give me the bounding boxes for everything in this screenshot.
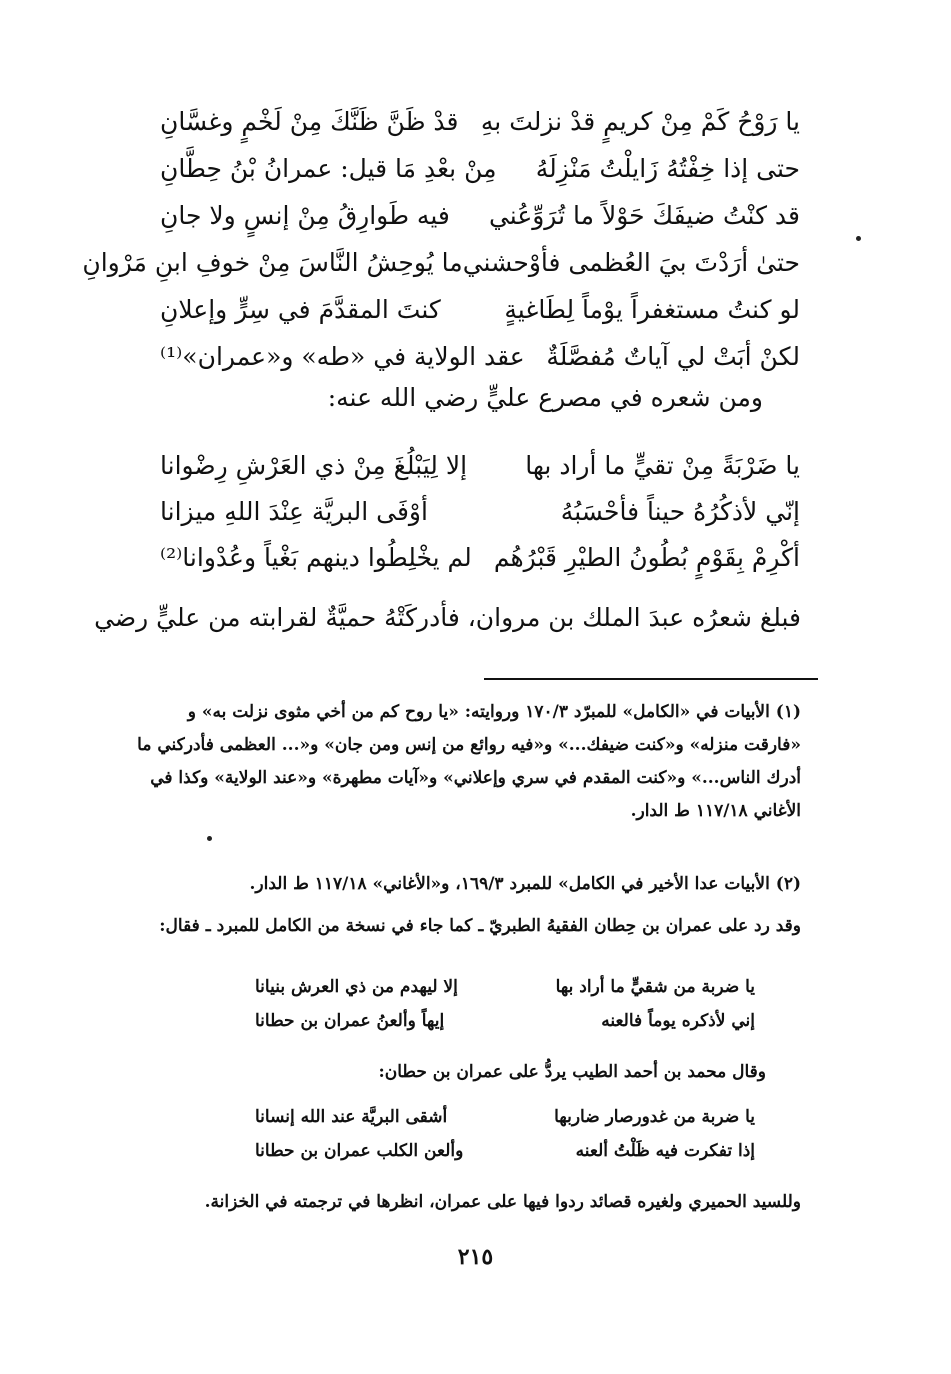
first-hemistich: يا رَوْحُ كَمْ مِنْ كريمٍ قدْ نزلتَ بهِ — [480, 107, 800, 136]
footnote-note — [141, 910, 801, 943]
verse — [160, 535, 800, 581]
footnote-poem-1 — [255, 970, 755, 1038]
second-hemistich: قدْ ظَنَّ ظَنَّكَ مِنْ لَخْمٍ وغسَّانِ — [160, 107, 459, 136]
first-hemistich: يا ضربة من شقيٍّ ما أراد بها — [555, 977, 755, 997]
verse — [255, 1134, 755, 1168]
footnote-line: «فارقت منزله» و«كنت ضيفك...» و«فيه روائع من إنس ومن جان» و«... العظمى فأدركني ما — [137, 735, 801, 755]
second-hemistich: عقد الولاية في «طه» و«عمران»⁽¹⁾ — [160, 342, 525, 371]
second-hemistich: كنتَ المقدَّمَ في سِرٍّ وإعلانِ — [160, 295, 441, 324]
footnote-line: وللسيد الحميري ولغيره قصائد ردوا فيها على عمران، انظرها في ترجمته في الخزانة. — [204, 1192, 801, 1212]
second-hemistich: إيهاً وألعنُ عمران بن حطانا — [255, 1011, 445, 1031]
verse — [160, 98, 800, 145]
footnote-note — [141, 1186, 801, 1219]
intro-line: ومن شعره في مصرع عليٍّ رضي الله عنه: — [327, 383, 763, 412]
ink-speck — [856, 236, 861, 241]
verse — [255, 1100, 755, 1134]
second-hemistich: مِنْ بعْدِ مَا قيل: عمرانُ بْنُ حِطَّانِ — [160, 154, 497, 183]
ink-speck — [207, 836, 212, 841]
first-hemistich: قد كنْتُ ضيفَكَ حَوْلاً ما تُرَوِّعُني — [488, 201, 800, 230]
page-number: ٢١٥ — [457, 1244, 494, 1270]
footnote-2 — [141, 868, 801, 901]
first-hemistich: لكنْ أبَتْ لي آياتٌ مُفصَّلَةٌ — [546, 342, 800, 371]
footnote-line: أدرك الناس...» و«كنت المقدم في سري وإعلاني» و«آيات مطهرة» و«عند الولاية» وكذا في — [150, 768, 801, 788]
footnote-line: (٢) الأبيات عدا الأخير في الكامل» للمبرد ١٦٩/٣، و«الأغاني» ١١٧/١٨ ط الدار. — [249, 874, 801, 894]
first-hemistich: أكْرِمْ بِقَوْمٍ بُطُونُ الطيْرِ قَبْرُهُم — [493, 543, 800, 572]
verse — [255, 970, 755, 1004]
footnote-poem-2 — [255, 1100, 755, 1168]
footnote-line: (١) الأبيات في «الكامل» للمبرّد ١٧٠/٣ وروايته: «يا روح كم من أخي مثوى نزلت به» و — [187, 702, 801, 722]
verse — [160, 443, 800, 489]
first-hemistich: حتى إذا خِفْتُهُ زَايلْتُ مَنْزِلَهُ — [535, 154, 800, 183]
footnote-note — [106, 1056, 766, 1089]
verse — [160, 145, 800, 192]
second-hemistich: إلا ليهدم من ذي العرش بنيانا — [255, 977, 458, 997]
poem-block-2 — [160, 443, 800, 581]
second-hemistich: إلا لِيَبْلُغَ مِنْ ذي العَرْشِ رِضْوانا — [160, 451, 468, 480]
first-hemistich: إذا تفكرت فيه ظَلْتُ ألعنه — [575, 1141, 755, 1161]
footnote-divider — [484, 678, 818, 680]
first-hemistich: لو كنتُ مستغفراً يوْماً لِطَاغيةٍ — [504, 295, 800, 324]
verse — [255, 1004, 755, 1038]
first-hemistich: إنّي لأذكُرُهُ حيناً فأحْسَبُهُ — [560, 497, 800, 526]
verse — [160, 489, 800, 535]
verse — [160, 192, 800, 239]
footnote-line: الأغاني ١١٧/١٨ ط الدار. — [630, 801, 801, 821]
second-hemistich: لم يخْلِطُوا دينهم بَغْياً وعُدْوانا⁽²⁾ — [160, 543, 472, 572]
second-hemistich: ما يُوحِشُ النَّاسَ مِنْ خوفِ ابنِ مَرْوانِ — [82, 248, 463, 277]
first-hemistich: إني لأذكره يوماً فالعنه — [601, 1011, 755, 1031]
first-hemistich: يا ضَرْبَةً مِنْ تقيٍّ ما أراد بها — [525, 451, 800, 480]
second-hemistich: فيه طَوارِقُ مِنْ إنسٍ ولا جانِ — [160, 201, 450, 230]
second-hemistich: أوْفَى البريَّة عِنْدَ اللهِ ميزانا — [160, 497, 428, 526]
second-hemistich: أشقى البريَّة عند الله إنسانا — [255, 1107, 448, 1127]
verse — [160, 333, 800, 380]
first-hemistich: يا ضربة من غدورصار ضاربها — [554, 1107, 755, 1127]
footnote-line: وقد رد على عمران بن حِطان الفقيهُ الطبريّ ـ كما جاء في نسخة من الكامل للمبرد ـ فقال: — [159, 916, 801, 936]
second-hemistich: وألعن الكلب عمران بن حطانا — [255, 1141, 464, 1161]
verse — [82, 239, 800, 286]
verse — [160, 286, 800, 333]
footnote-1 — [137, 696, 801, 828]
first-hemistich: حتىٰ أرَدْتَ بيَ العُظمى فأوْحشني — [462, 248, 800, 277]
poem-block-1 — [82, 98, 800, 380]
footnote-line: وقال محمد بن أحمد الطيب يردُّ على عمران بن حطان: — [378, 1062, 766, 1082]
continuation-paragraph: فبلغ شعرُه عبدَ الملك بن مروان، فأدركَتْهُ حميَّةٌ لقرابته من عليٍّ رضي — [94, 603, 801, 632]
